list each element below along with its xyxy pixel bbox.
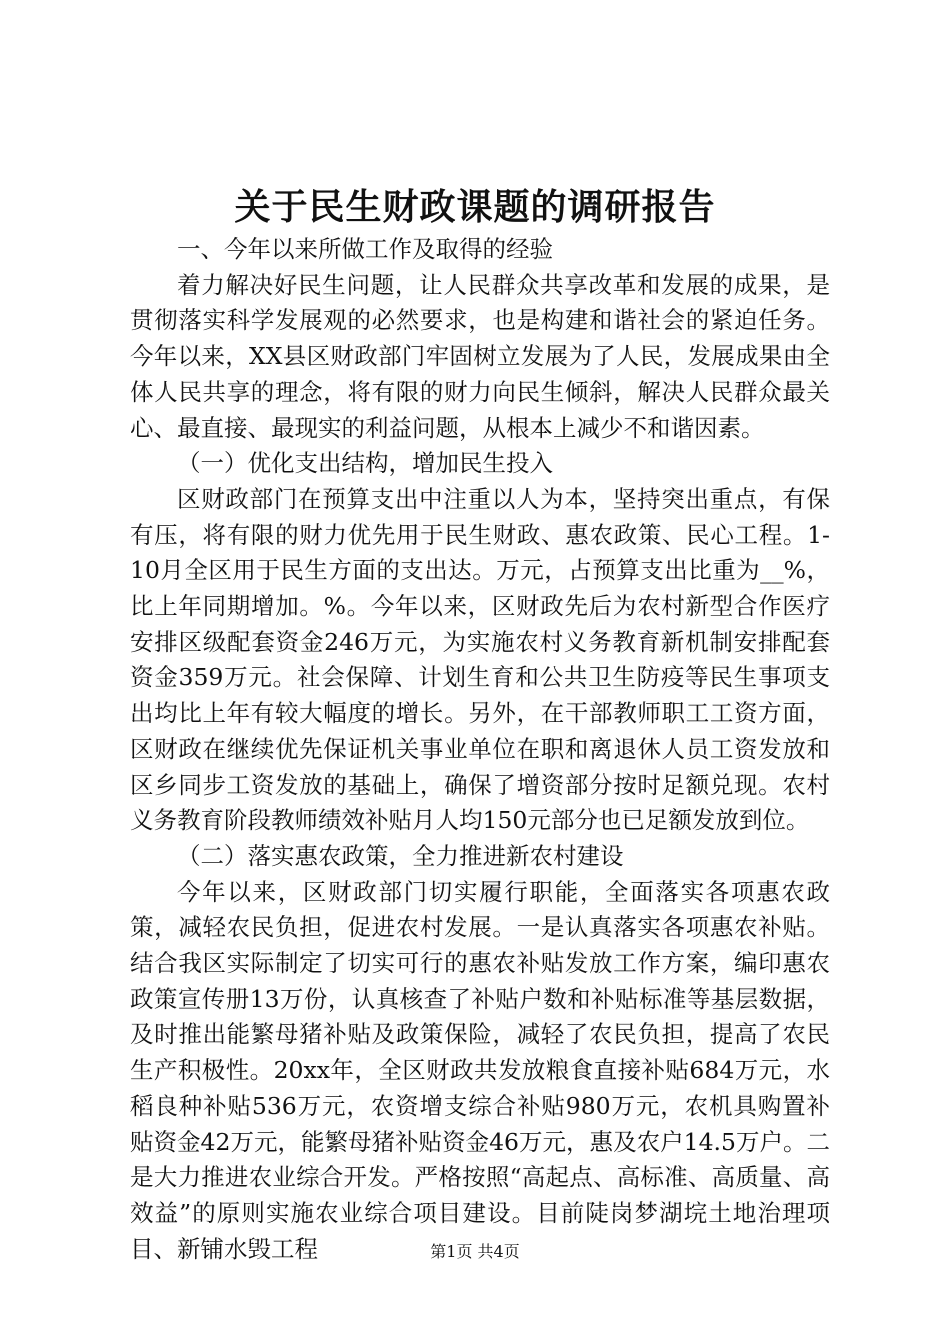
subsection-heading: （二）落实惠农政策，全力推进新农村建设 xyxy=(177,841,624,870)
document-title: 关于民生财政课题的调研报告 xyxy=(234,186,716,228)
document-body xyxy=(130,232,830,1267)
subsection-heading: （一）优化支出结构，增加民生投入 xyxy=(177,449,553,478)
section-heading: 一、今年以来所做工作及取得的经验 xyxy=(177,235,553,263)
body-paragraph: 今年以来，区财政部门切实履行职能，全面落实各项惠农政策，减轻农民负担，促进农村发展。一是认真落实各项惠农补贴。结合我区实际制定了切实可行的惠农补贴发放工作方案，编印惠农政策宣传册13万份，认真核查了补贴户数和补贴标准等基层数据，及时推出能繁母猪补贴及政策保险，减轻了农民负担，提高了农民生产积极性。20xx年，全区财政共发放粮食直接补贴684万元，水稻良种补贴536万元，农资增支综合补贴980万元，农机具购置补贴资金42万元，能繁母猪补贴资金46万元，惠及农户14.5万户。二是大力推进农业综合开发。严格按照“高起点、高标准、高质量、高效益”的原则实施农业综合项目建设。目前陡岗梦湖垸土地治理项目、新铺水毁工程 xyxy=(130,877,830,1263)
page-footer: 第1页 共4页 xyxy=(430,1242,520,1261)
body-paragraph: 着力解决好民生问题，让人民群众共享改革和发展的成果，是贯彻落实科学发展观的必然要求，也是构建和谐社会的紧迫任务。今年以来，XX县区财政部门牢固树立发展为了人民，发展成果由全体人民共享的理念，将有限的财力向民生倾斜，解决人民群众最关心、最直接、最现实的利益问题，从根本上减少不和谐因素。 xyxy=(130,270,830,442)
body-paragraph: 区财政部门在预算支出中注重以人为本，坚持突出重点，有保有压，将有限的财力优先用于民生财政、惠农政策、民心工程。1-10月全区用于民生方面的支出达。万元，占预算支出比重为__%，比上年同期增加。%。今年以来，区财政先后为农村新型合作医疗安排区级配套资金246万元，为实施农村义务教育新机制安排配套资金359万元。社会保障、计划生育和公共卫生防疫等民生事项支出均比上年有较大幅度的增长。另外，在干部教师职工工资方面，区财政在继续优先保证机关事业单位在职和离退休人员工资发放和区乡同步工资发放的基础上，确保了增资部分按时足额兑现。农村义务教育阶段教师绩效补贴月人均150元部分也已足额发放到位。 xyxy=(130,484,830,835)
